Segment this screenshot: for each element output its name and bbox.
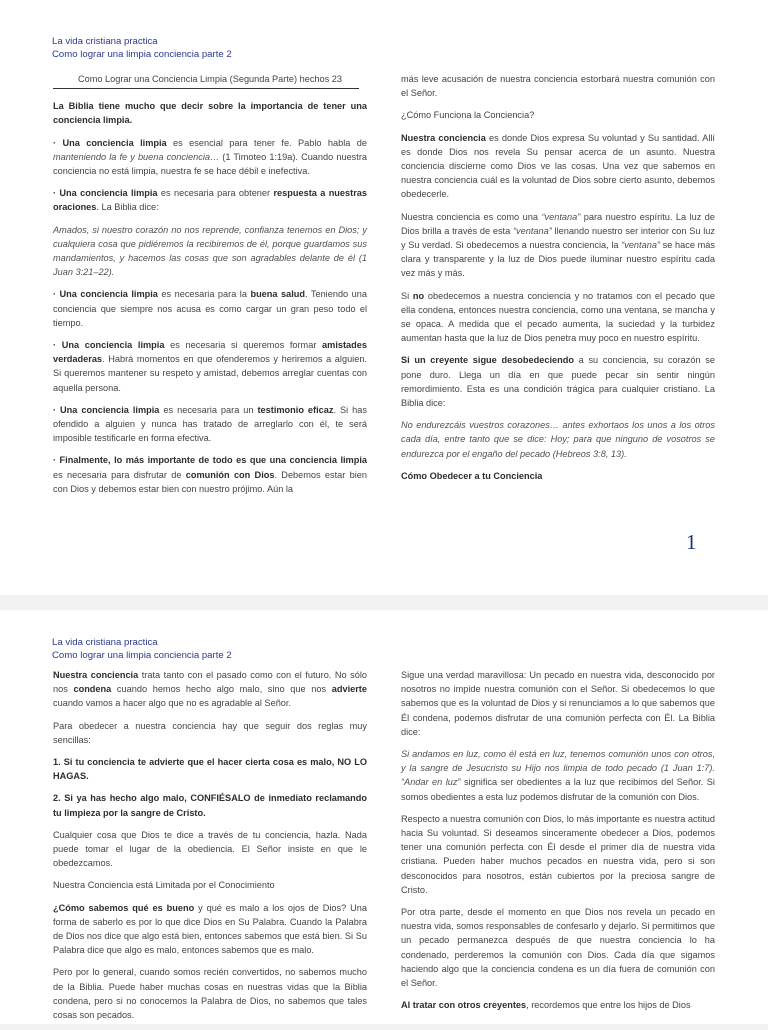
section-heading-how-conscience-works: ¿Cómo Funciona la Conciencia? <box>401 110 535 121</box>
bullet-friendship: · Una conciencia limpia es necesaria si queremos formar amistades verdaderas. Habrá momentos en que ofenderemos y heriremos a alguien. Si queremos mantener su respeto y amistad, debemos arreglar cuentas con aquella persona. <box>53 340 367 393</box>
paragraph-window: Nuestra conciencia es como una “ventana” para nuestro espíritu. La luz de Dios brilla a través de esta “ventana” llenando nuestro ser interior con Su luz y Su verdad. Si obedecemos a nuestra conciencia, la “ventana” se hace más clara y transparente y la luz de Dios puede iluminar nuestro espíritu cada vez más y más. <box>401 211 716 279</box>
page2-right-column <box>401 668 715 1020</box>
paragraph-obedience: Cualquier cosa que Dios te dice a través de tu conciencia, hazla. Nada puede tomar el lugar de la obediencia. El Señor insiste en que le obedezcamos. <box>53 829 367 869</box>
paragraph-past-future: Nuestra conciencia trata tanto con el pasado como con el futuro. No sólo nos condena cuando hemos hecho algo malo, sino que nos advierte cuando vamos a hacer algo que no es agradable al Señor. <box>53 670 367 709</box>
continued-paragraph: más leve acusación de nuestra conciencia estorbará nuestra comunión con el Señor. <box>401 74 715 99</box>
header-line-2: Como lograr una limpia conciencia parte 2 <box>52 49 232 60</box>
paragraph-other-believers: Al tratar con otros creyentes, recordemos que entre los hijos de Dios <box>401 1000 691 1011</box>
running-header <box>52 35 232 61</box>
paragraph-new-converts: Pero por lo general, cuando somos recién convertidos, no sabemos mucho de la Biblia. Puede haber muchas cosas en nuestras vidas que la Biblia condena, pero si no conocemos la Palabra de Dios, no sabemos que tales cosas son pecados. <box>53 967 367 1021</box>
article-title: Como Lograr una Conciencia Limpia (Segunda Parte) hechos 23 <box>77 74 343 84</box>
paragraph-wonderful-truth: Sigue una verdad maravillosa: Un pecado en nuestra vida, desconocido por nosotros no impide nuestra comunión con el Señor. Si obedecemos lo que sabemos que es la voluntad de Dios y si renunciamos a lo que sabemos que Él condena, podemos disfrutar de una comunión perfecta con Él. La Biblia dice: <box>401 670 715 737</box>
quote-walk-in-light: Si andamos en luz, como él está en luz, tenemos comunión unos con otros, y la sangre de Jesucristo su Hijo nos limpia de todo pecado (1 Juan 1:7). “Andar en luz” significa ser obedientes a la luz que recibimos del Señor. Si somos obedientes a esta luz podemos disfrutar de la comunión con Dios. <box>401 749 715 802</box>
quote-hebreos: No endurezcáis vuestros corazones… antes exhortaos los unos a los otros cada día, entre tanto que se dice: Hoy; para que ninguno de vosotros se endurezca por el engaño del pecado (Hebreos 3:8, 13). <box>401 420 715 459</box>
bullet-testimony: · Una conciencia limpia es necesaria para un testimonio eficaz. Si has ofendido a alguien y nunca has tratado de arreglarlo con él, te será imposible testificarle en forma efectiva. <box>53 404 367 444</box>
document-page-2 <box>0 610 768 1024</box>
running-header <box>52 636 232 662</box>
page-number: 1 <box>686 530 697 554</box>
quote-1-juan: Amados, si nuestro corazón no nos reprende, confianza tenemos en Dios; y cualquiera cosa que pidiéremos la recibiremos de él, porque guardamos sus mandamientos, y hacemos las cosas que son agradables delante de él (1 Juan 3:21–22). <box>53 224 367 278</box>
paragraph-conscience-definition: Nuestra conciencia es donde Dios expresa Su voluntad y Su santidad. Allí es donde Dios nos revela Su pensar acerca de un asunto. Nuestra conciencia discierne como Dios ve las cosas. Una vez que sabemos en nuestra conciencia cuál es la voluntad de Dios sobre cierto asunto, debemos obedecerle. <box>401 132 715 200</box>
page2-left-column <box>53 668 367 1030</box>
paragraph-disobey: Si no obedecemos a nuestra conciencia y no tratamos con el pecado que ella condena, entonces nuestra conciencia, como una ventana, se mancha y se opaca. A medida que el pecado aumenta, la suciedad y la turbidez aumentan hasta que la luz de Dios penetra muy poco en nuestro espíritu. <box>401 290 715 344</box>
header-line-2: Como lograr una limpia conciencia parte 2 <box>52 650 232 661</box>
page1-left-column <box>53 72 367 504</box>
paragraph-revealed-sin: Por otra parte, desde el momento en que Dios nos revela un pecado en nuestra vida, somos responsables de confesarlo y dejarlo. Si permitimos que un pecado permanezca después de que nuestra conciencia lo ha condenado, perderemos la comunión con Dios. Cada día que sigamos haciendo algo que la conciencia condena es un día fuera de comunión con el Señor. <box>401 907 715 989</box>
bullet-faith: · Una conciencia limpia es esencial para tener fe. Pablo habla de manteniendo la fe y buena conciencia… (1 Timoteo 1:19a). Cuando nuestra conciencia no está limpia, nuestra fe se hace débil e inefectiva. <box>53 137 367 177</box>
rule-1: 1. Si tu conciencia te advierte que el hacer cierta cosa es malo, NO LO HAGAS. <box>53 757 367 782</box>
bullet-health: · Una conciencia limpia es necesaria para la buena salud. Teniendo una conciencia que siempre nos acusa es como cargar un gran peso todo el tiempo. <box>53 289 367 328</box>
header-line-1: La vida cristiana practica <box>52 36 158 47</box>
paragraph-hardened-heart: Si un creyente sigue desobedeciendo a su conciencia, su corazón se pone duro. Llega un día en que puede pecar sin sentir ningún remordimiento. Esta es una condición trágica para cualquier cristiano. La Biblia dice: <box>401 355 715 409</box>
bullet-communion: · Finalmente, lo más importante de todo es que una conciencia limpia es necesaria para disfrutar de comunión con Dios. Debemos estar bien con Dios y debemos estar bien con nuestro prójimo. Aún la <box>53 455 367 494</box>
title-underline <box>53 88 359 89</box>
header-line-1: La vida cristiana practica <box>52 637 158 648</box>
intro-paragraph: La Biblia tiene mucho que decir sobre la importancia de tener una conciencia limpia. <box>53 101 367 126</box>
section-heading-obey: Cómo Obedecer a tu Conciencia <box>401 470 543 481</box>
rule-2: 2. Si ya has hecho algo malo, CONFIÉSALO de inmediato reclamando tu limpieza por la sangre de Cristo. <box>53 793 367 818</box>
paragraph-attitude: Respecto a nuestra comunión con Dios, lo más importante es nuestra actitud hacia Su voluntad. Si deseamos sinceramente obedecer a Dios, podemos tener una comunión perfecta con Él desde el primer día de nuestra vida cristiana. Pueden haber muchos pecados en nuestra vida, pero si son desconocidos para nosotros, están cubiertos por la preciosa sangre de Cristo. <box>401 813 715 895</box>
paragraph-two-rules: Para obedecer a nuestra conciencia hay que seguir dos reglas muy sencillas: <box>53 720 367 745</box>
page1-right-column <box>401 72 715 491</box>
section-heading-knowledge: Nuestra Conciencia está Limitada por el Conocimiento <box>53 880 275 891</box>
paragraph-good-evil: ¿Cómo sabemos qué es bueno y qué es malo a los ojos de Dios? Una forma de saberlo es por lo que dice Dios en Su Palabra. Cuando la Palabra de Dios nos dice que algo está bien, entonces sabemos que está bien. Si Su Palabra dice que algo es malo, entonces sabemos que es malo. <box>53 902 367 956</box>
bullet-prayer: · Una conciencia limpia es necesaria para obtener respuesta a nuestras oraciones. La Biblia dice: <box>53 188 367 213</box>
